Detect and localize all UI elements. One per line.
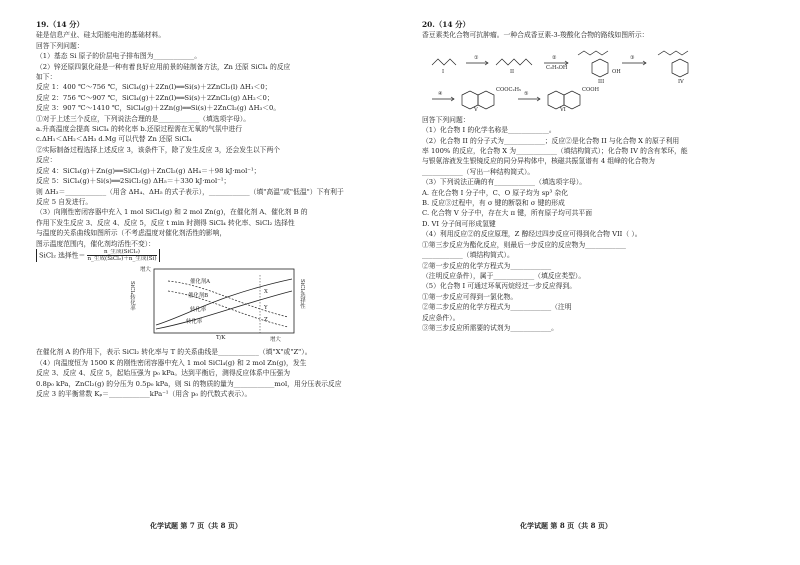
text-line: 19.（14 分） bbox=[36, 20, 84, 29]
step-label-3: ③ bbox=[630, 54, 635, 61]
question-19-body bbox=[36, 20, 384, 249]
text-line: 反应 5 自发进行。 bbox=[36, 197, 93, 206]
text-line: 反应 2：756 ℃～907 ℃，SiCl₄(g)＋2Zn(l)══Si(s)＋2ZnCl₂(g) ΔH₂＜0； bbox=[36, 93, 274, 102]
step-label-1: ① bbox=[474, 54, 479, 61]
text-line: （3）向刚性密闭容器中充入 1 mol SiCl₄(g) 和 2 mol Zn(g)，在催化剂 A、催化剂 B 的 bbox=[36, 208, 308, 217]
page-right bbox=[400, 0, 800, 565]
compound-label-4: IV bbox=[678, 78, 684, 85]
text-line: 图示温度范围内，催化剂均活性不变）： bbox=[36, 239, 155, 248]
group-label-acid: COOH bbox=[582, 86, 599, 93]
x-increase-label: 增大 bbox=[270, 337, 281, 344]
curve-selectivity-1 bbox=[168, 281, 288, 317]
step-label-4: ④ bbox=[438, 90, 443, 97]
text-line: 如下： bbox=[36, 73, 57, 82]
curve-label-a: 催化剂A bbox=[190, 279, 211, 286]
curve-catalyst-b bbox=[156, 291, 292, 329]
chart-svg bbox=[128, 265, 324, 345]
text-line: 反应条件）。 bbox=[422, 313, 460, 322]
text-line: （1）化合物 I 的化学名称是____________。 bbox=[422, 126, 556, 135]
text-line: （4）向温度恒为 1500 K 的刚性密闭容器中充入 1 mol SiCl₄(g) 和 2 mol Zn(g)，发生 bbox=[36, 358, 307, 367]
text-line: 回答下列问题： bbox=[36, 41, 84, 50]
text-line: c.ΔH₁＜ΔH₂＜ΔH₃ d.Mg 可以代替 Zn 还原 SiCl₄ bbox=[36, 135, 192, 144]
structure-compound-6-ring-b bbox=[564, 91, 580, 109]
text-line: B. 反应③过程中，有 σ 键的断裂和 σ 键的形成 bbox=[422, 199, 565, 208]
text-line: 率 100% 的反应，化合物 X 为____________（填结构简式）；化合物 IV 的含有苯环，能 bbox=[422, 147, 688, 156]
text-line: 反应 3：907 ℃～1410 ℃，SiCl₄(g)＋2Zn(g)══Si(s)＋2ZnCl₂(g) ΔH₃＜0。 bbox=[36, 104, 281, 113]
structure-compound-2 bbox=[496, 59, 532, 65]
left-axis-label: SiCl₄转化率 bbox=[129, 281, 135, 311]
text-line: ②第二步反应的化学方程式为____________（注明 bbox=[422, 303, 572, 312]
reagent-label: C₂H₅OH bbox=[546, 64, 568, 71]
text-line: （2）锌还原四氯化硅是一种有着良好应用前景的硅制备方法，Zn 还原 SiCl₄ 的反应 bbox=[36, 62, 291, 71]
text-line: 与温度的关系曲线如图所示（不考虑温度对催化剂活性的影响， bbox=[36, 229, 227, 238]
text-line: ____________（写出一种结构简式）。 bbox=[422, 167, 535, 176]
text-line: ②第一步反应的化学方程式为____________ bbox=[422, 261, 552, 270]
text-line: 回答下列问题： bbox=[422, 115, 470, 124]
structure-compound-3-chain bbox=[578, 51, 608, 55]
text-line: 反应： bbox=[36, 156, 57, 165]
selectivity-bracket bbox=[36, 249, 160, 262]
text-line: a.升高温度会提高 SiCl₄ 的转化率 b.还原过程需在无氧的气氛中进行 bbox=[36, 125, 243, 134]
curve-catalyst-a bbox=[156, 279, 292, 325]
structure-compound-4-chain bbox=[658, 51, 688, 55]
text-line: ____________（填结构简式）。 bbox=[422, 251, 514, 260]
text-line: 硅是信息产业、硅太阳能电池的基础材料。 bbox=[36, 31, 166, 40]
group-label-hydroxyl: OH bbox=[612, 68, 621, 75]
group-label-ester: COOC₂H₅ bbox=[496, 86, 522, 93]
selectivity-fraction bbox=[87, 249, 156, 262]
structure-compound-5-ring-b bbox=[478, 91, 494, 109]
point-x-label: X bbox=[264, 289, 268, 296]
text-line: （注明反应条件），属于____________（填反应类型）。 bbox=[422, 271, 586, 280]
selectivity-prefix: SiCl₂ 选择性＝ bbox=[39, 251, 86, 260]
y-increase-label: 增大 bbox=[140, 267, 151, 274]
text-line: ①第一步反应可得到一氯化物。 bbox=[422, 292, 518, 301]
fraction-denominator: n_生成(SiCl₂)＋n_生成(Si) bbox=[87, 256, 157, 263]
conversion-selectivity-chart bbox=[128, 265, 324, 345]
question-20-body bbox=[422, 115, 782, 334]
synthesis-scheme bbox=[422, 43, 782, 113]
selectivity-formula bbox=[36, 249, 384, 262]
scheme-svg bbox=[422, 43, 782, 113]
text-line: 反应 3、反应 4、反应 5，起始压强为 p₀ kPa。达到平衡后，测得反应体系中压强为 bbox=[36, 369, 290, 378]
compound-label-6: VI bbox=[560, 106, 566, 113]
compound-label-1: I bbox=[442, 68, 445, 75]
text-line: 0.8p₀ kPa，ZnCl₂(g) 的分压为 0.5p₀ kPa，则 Si 的物质的量为____________mol，用分压表示反应 bbox=[36, 379, 342, 388]
right-axis-label: SiCl₂选择性 bbox=[299, 279, 305, 309]
text-line: A. 在化合物 I 分子中，C、O 原子均为 sp³ 杂化 bbox=[422, 188, 569, 197]
text-line: （2）化合物 II 的分子式为____________；反应②是化合物 II 与化合物 X 的原子利用 bbox=[422, 136, 680, 145]
text-line: ②实际制备过程选择上述反应 3，该条件下，除了发生反应 3，还会发生以下两个 bbox=[36, 145, 281, 154]
text-line: 反应 5：SiCl₄(g)＋Si(s)══2SiCl₂(g) ΔH₅＝＋330 kJ·mol⁻¹； bbox=[36, 177, 231, 186]
curve-label-c: 转化率 bbox=[190, 307, 207, 314]
text-line: 反应 4：SiCl₄(g)＋Zn(g)══SiCl₂(g)＋ZnCl₂(g) ΔH₄＝＋98 kJ·mol⁻¹； bbox=[36, 166, 261, 175]
x-axis-label: T/K bbox=[216, 335, 226, 342]
text-line: C. 化合物 V 分子中，存在大 π 键，所有原子均可共平面 bbox=[422, 209, 593, 218]
structure-compound-3-ring bbox=[592, 59, 608, 77]
step-label-2: ② bbox=[552, 54, 557, 61]
structure-compound-4-ring bbox=[672, 59, 688, 77]
text-line: 香豆素类化合物可抗肿瘤。一种合成香豆素-3-羧酸化合物的路线如图所示： bbox=[422, 31, 649, 40]
text-line: 与银氨溶液发生银镜反应的同分异构体中，核磁共振氢谱有 4 组峰的化合物为 bbox=[422, 157, 655, 166]
page-footer-left: 化学试题 第 7 页（共 8 页） bbox=[150, 521, 242, 530]
text-line: 20.（14 分） bbox=[422, 20, 470, 29]
point-z-label: Z bbox=[264, 317, 268, 324]
compound-label-3: III bbox=[598, 78, 605, 85]
step-label-5: ⑤ bbox=[524, 90, 529, 97]
compound-label-5: V bbox=[474, 106, 478, 113]
question-19-body-continued bbox=[36, 347, 384, 399]
text-line: （4）利用反应②的反应原理，Z 醇经过四步反应可得到化合物 VII（ ）。 bbox=[422, 230, 642, 239]
text-line: （3）下列说法正确的有____________（填选项字母）。 bbox=[422, 178, 587, 187]
text-line: ①对于上述三个反应，下列说法合理的是____________（填选项字母）。 bbox=[36, 114, 251, 123]
structure-compound-1 bbox=[432, 59, 456, 65]
point-y-label: Y bbox=[264, 305, 268, 312]
text-line: 在催化剂 A 的作用下，表示 SiCl₂ 转化率与 T 的关系曲线是____________（填"X"或"Z"）。 bbox=[36, 348, 312, 357]
text-line: 反应 1：400 ℃～756 ℃，SiCl₄(g)＋2Zn(l)══Si(s)＋2ZnCl₂(l) ΔH₁＜0； bbox=[36, 83, 272, 92]
text-line: 反应 3 的平衡常数 Kₚ＝____________kPa⁻¹（用含 p₀ 的代数式表示）。 bbox=[36, 389, 252, 398]
text-line: 则 ΔH₃＝____________（用含 ΔH₄、ΔH₅ 的式子表示），____________（填"高温"或"低温"）下有利于 bbox=[36, 187, 344, 196]
text-line: ①第三步反应为酯化反应，则最后一步反应的反应物为____________ bbox=[422, 240, 626, 249]
curve-label-d: 转化率 bbox=[186, 319, 203, 326]
fraction-numerator: n_生成(SiCl₂) bbox=[87, 249, 156, 256]
text-line: （1）基态 Si 原子的价层电子排布图为____________。 bbox=[36, 52, 202, 61]
page-footer-right: 化学试题 第 8 页（共 8 页） bbox=[520, 521, 612, 530]
text-line: D. VI 分子间可形成氢键 bbox=[422, 219, 496, 228]
text-line: 作用下发生反应 3、反应 4、反应 5，反应 t min 时测得 SiCl₄ 转化率、SiCl₂ 选择性 bbox=[36, 218, 295, 227]
text-line: （5）化合物 I 可通过环氧丙烷经过一步反应得到。 bbox=[422, 282, 577, 291]
question-20-intro bbox=[422, 20, 782, 41]
compound-label-2: II bbox=[510, 68, 515, 75]
curve-label-b: 催化剂B bbox=[188, 293, 209, 300]
text-line: ③第三步反应所需要的试剂为____________。 bbox=[422, 323, 558, 332]
